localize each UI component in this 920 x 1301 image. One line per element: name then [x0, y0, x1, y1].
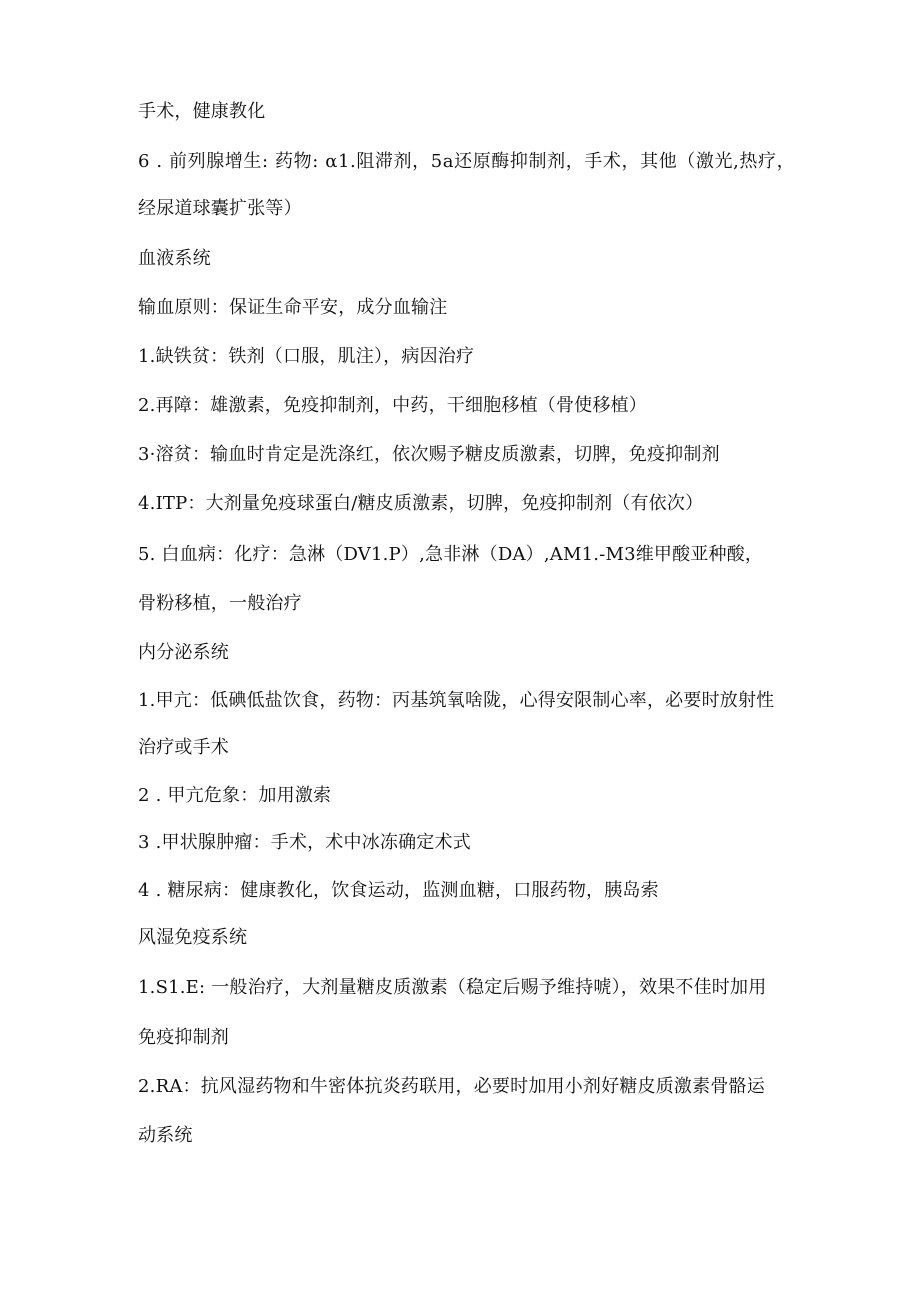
text-line: 4.ITP：大剂量免疫球蛋白/糖皮质激素，切脾，免疫抑制剂（有依次）	[138, 493, 704, 514]
text-line: 6 . 前列腺增生: 药物: α1.阻滞剂，5a还原酶抑制剂，手术，其他（激光,热疗，	[138, 151, 796, 172]
text-line: 1.S1.E: 一般治疗，大剂量糖皮质激素（稳定后赐予维持唬），效果不佳时加用	[138, 977, 767, 998]
text-line: 3·溶贫：输血时肯定是洗涤红，依次赐予糖皮质激素，切脾，免疫抑制剂	[138, 444, 720, 465]
text-line: 免疫抑制剂	[138, 1027, 229, 1048]
text-line: 输血原则：保证生命平安，成分血输注	[138, 297, 448, 318]
text-line: 5. 白血病：化疗：急淋（DV1.P）,急非淋（DA）,AM1.-M3维甲酸亚种酸，	[138, 544, 764, 565]
text-line: 1.甲亢：低碘低盐饮食，药物：丙基筑氧啥陇，心得安限制心率，必要时放射性	[138, 690, 775, 711]
text-line: 动系统	[138, 1125, 193, 1146]
text-line: 2.RA：抗风湿药物和牛密体抗炎药联用，必要时加用小剂好糖皮质激素骨骼运	[138, 1076, 765, 1097]
text-line: 治疗或手术	[138, 737, 229, 758]
text-line: 2 . 甲亢危象：加用激索	[138, 785, 332, 806]
text-line: 手术，健康教化	[138, 101, 266, 122]
text-line: 3 .甲状腺肿瘤：手术，术中冰冻确定术式	[138, 832, 471, 853]
text-line: 骨粉移植，一般治疗	[138, 593, 302, 614]
text-line: 1.缺铁贫：铁剂（口服，肌注），病因治疗	[138, 346, 475, 367]
section-heading: 血液系统	[138, 248, 211, 269]
text-line: 4 . 糖尿病：健康教化，饮食运动，监测血糖，口服药物，胰岛索	[138, 880, 659, 901]
section-heading: 内分泌系统	[138, 642, 229, 663]
text-line: 2.再障：雄激素，免疫抑制剂，中药，干细胞移植（骨使移植）	[138, 395, 647, 416]
text-line: 经尿道球囊扩张等）	[138, 198, 302, 219]
section-heading: 风湿免疫系统	[138, 927, 248, 948]
